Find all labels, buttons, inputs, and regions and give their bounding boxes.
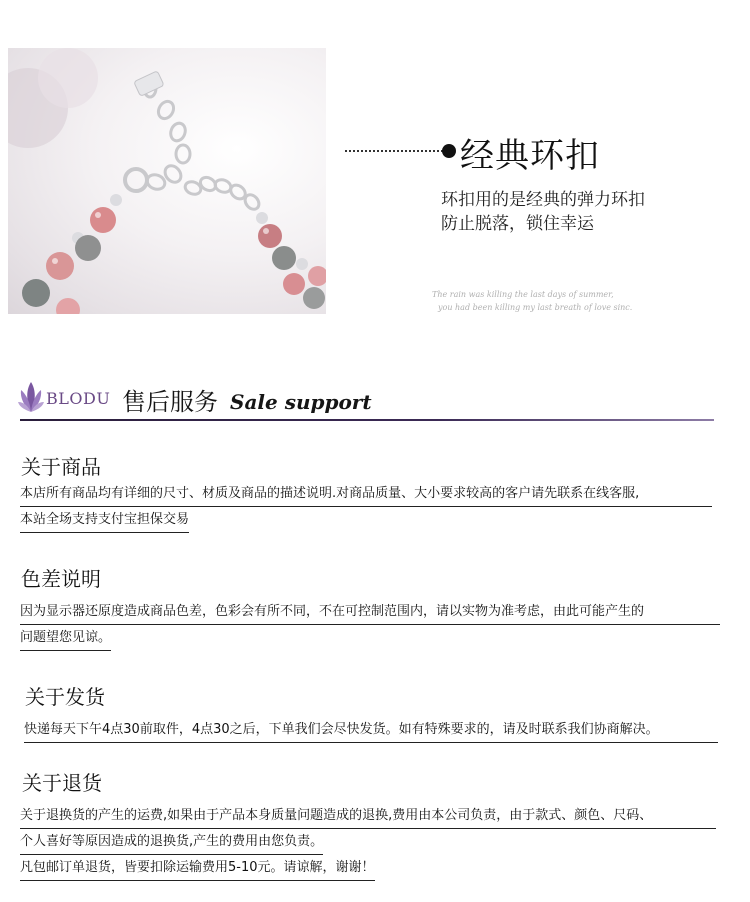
return-section-line-1: 关于退换货的产生的运费,如果由于产品本身质量问题造成的退换,费用由本公司负责，由于款式、颜色、尺码、 bbox=[20, 807, 716, 829]
product-section-title: 关于商品 bbox=[21, 455, 101, 479]
lotus-logo-icon bbox=[18, 380, 44, 414]
return-section-line-3-wrap bbox=[20, 856, 375, 881]
color-section-line-1-wrap bbox=[20, 600, 720, 625]
shipping-section-line-1: 快递每天下午4点30前取件，4点30之后，下单我们会尽快发货。如有特殊要求的，请及时联系我们协商解决。 bbox=[24, 721, 718, 743]
feature-description bbox=[441, 188, 645, 236]
product-section-line-2-wrap bbox=[20, 508, 189, 533]
feature-bullet-icon bbox=[442, 144, 456, 158]
color-section-line-2-wrap bbox=[20, 626, 111, 651]
shipping-section-title: 关于发货 bbox=[25, 685, 105, 709]
feature-title: 经典环扣 bbox=[460, 136, 600, 176]
brand-name: BLODU bbox=[46, 389, 111, 408]
color-section-line-2: 问题望您见谅。 bbox=[20, 629, 111, 651]
section-subtitle: Sale support bbox=[230, 390, 372, 414]
decorative-quote bbox=[432, 288, 632, 314]
return-section-line-2-wrap bbox=[20, 830, 323, 855]
quote-line-2: you had been killing my last breath of love sinc. bbox=[438, 303, 633, 312]
color-section-title: 色差说明 bbox=[21, 567, 101, 591]
product-section-line-2: 本站全场支持支付宝担保交易 bbox=[20, 511, 189, 533]
feature-desc-line-1: 环扣用的是经典的弹力环扣 bbox=[441, 190, 645, 210]
header-divider bbox=[20, 419, 714, 421]
bracelet-photo bbox=[8, 48, 326, 314]
return-section-line-2: 个人喜好等原因造成的退换货,产生的费用由您负责。 bbox=[20, 833, 323, 855]
feature-dotted-line bbox=[345, 150, 443, 152]
product-section-line-1: 本店所有商品均有详细的尺寸、材质及商品的描述说明.对商品质量、大小要求较高的客户请先联系在线客服, bbox=[20, 485, 712, 507]
after-sales-header bbox=[18, 378, 718, 422]
quote-line-1: The rain was killing the last days of summer, bbox=[432, 290, 614, 299]
color-section-line-1: 因为显示器还原度造成商品色差，色彩会有所不同，不在可控制范围内，请以实物为准考虑，由此可能产生的 bbox=[20, 603, 720, 625]
section-title: 售后服务 bbox=[122, 388, 218, 416]
shipping-section-line-1-wrap bbox=[24, 718, 718, 743]
bracelet-illustration bbox=[8, 48, 326, 314]
return-section-line-1-wrap bbox=[20, 804, 716, 829]
return-section-line-3: 凡包邮订单退货，皆要扣除运输费用5-10元。请谅解，谢谢！ bbox=[20, 859, 375, 881]
return-section-title: 关于退货 bbox=[22, 771, 102, 795]
product-section-line-1-wrap bbox=[20, 482, 712, 507]
feature-desc-line-2: 防止脱落，锁住幸运 bbox=[441, 214, 594, 234]
